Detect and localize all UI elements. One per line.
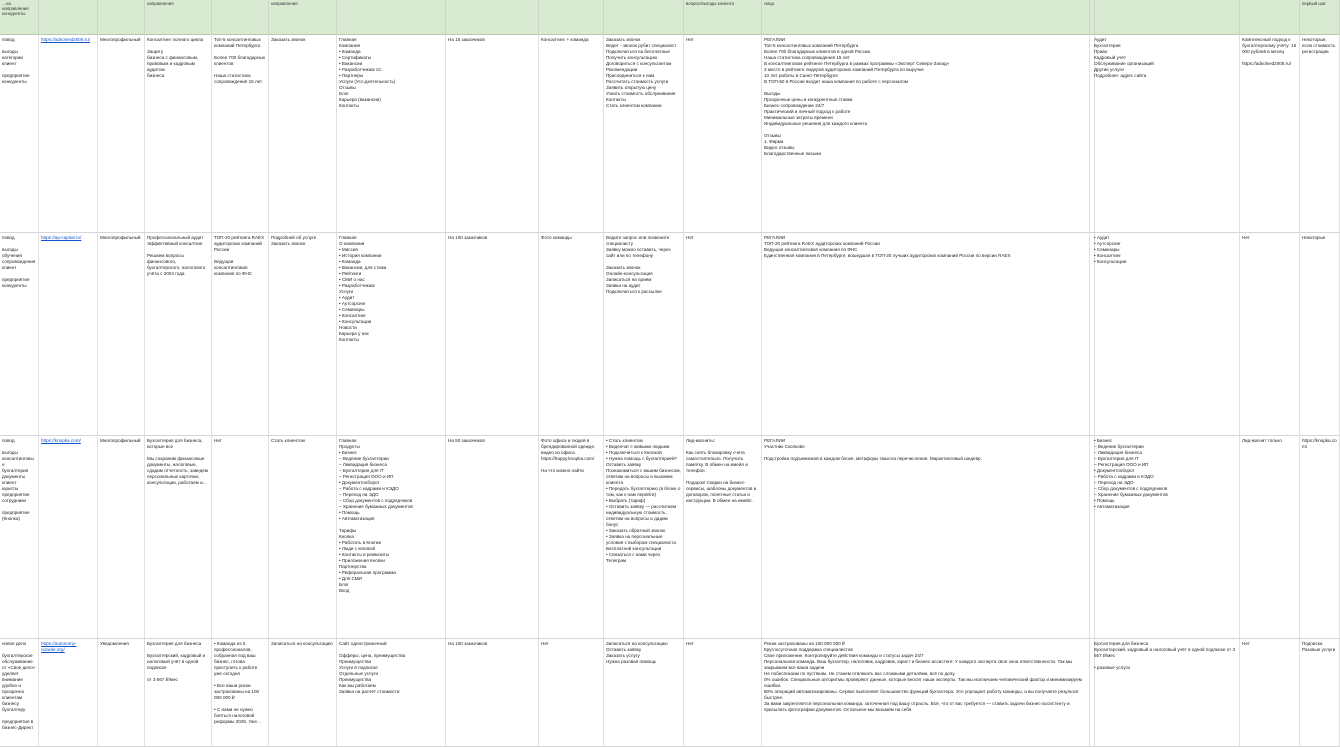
header-cell[interactable] [39,0,98,35]
table-cell[interactable]: Главная Компания • Команда • Сертификаты • Вакансии • Разработчикам 1С • Партнеры Услуги (Усл.деятельность) Отзывы Блог Карьера (вакансии) Контакты [337,35,446,232]
header-cell[interactable] [1240,0,1300,35]
table-cell[interactable]: Стать клиентом [269,436,337,638]
header-cell[interactable]: вопрос/выгоды клиента [684,0,762,35]
site-link-cell[interactable]: https://autonomy-nowide.org/ [39,639,98,746]
table-cell[interactable]: На 50 заказчиков [446,436,539,638]
table-cell[interactable]: • Команда из 5 профессионалов, собранная под ваш бизнес, готова приступить к работе уже сегодня • Все ваши риски застрахованы на 100 000 000 ₽ • С нами не нужно бояться налоговой реформы 2025. Уже… [212,639,269,746]
table-cell[interactable]: Нет [1240,639,1300,746]
table-cell[interactable]: Записаться на консультацию Оставить заявку Заказать услугу Нужна разовая помощь [604,639,684,746]
table-cell[interactable]: Главная Продукты • Бизнес – Ведение бухгалтерии – Ликвидация бизнеса – Бухгалтерия для IT – Регистрация ООО и ИП • Документооборот – Работа с кадрами и КЭДО – Переход на ЭДО – Сбор документов с подрядчиков – Хранение бумажных документов • Помощь • Автоматизация Тарифы Кнопка • Работать в Кнопке • Люди с кнопкой • Контакты и реквизиты • Приложения Кнопки Партнерства • Реферальная программа • Для СМИ Блог Вход [337,436,446,638]
header-cell[interactable] [446,0,539,35]
table-cell[interactable]: Многопрофильный [98,233,145,435]
header-cell[interactable] [98,0,145,35]
table-cell[interactable]: Консалтинг полного цикла Защиту бизнеса с финансовым, правовым и кадровым аудитом бизнеса [145,35,212,232]
header-cell[interactable] [337,0,446,35]
header-cell[interactable] [1092,0,1240,35]
table-cell[interactable]: Главная О компании • Миссия • История компании • Команда • Вакансии, для стажа • Рейтинги • СМИ о нас • Разработчикам Услуги • Аудит • Аутсорсинг • Семинары • Консалтинг • Консультации Новости Карьера у нас Контакты [337,233,446,435]
table-cell[interactable]: • Бизнес – Ведение бухгалтерии – Ликвидация бизнеса – Бухгалтерия для IT – Регистрация ООО и ИП • Документооборот – Работа с кадрами и КЭДО – Переход на ЭДО – Сбор документов с подрядчиков – Хранение бумажных документов • Помощь • Автоматизация [1092,436,1240,638]
table-cell[interactable]: Аудит Бухгалтерия Право Кадровый учёт Обслуживание организаций Другие услуги Подробнее: адрес сайта [1092,35,1240,232]
table-cell[interactable]: Риски застрахованы на 100 000 000 ₽ Круглосуточная поддержка специалистов Свое приложение. Контролируйте действия команды и статусы задач 24/7 Персональная команда. Ваш бухгалтер, налоговик, кадровик, юрист и бизнес-ассистент. У каждого эксперта своя зона ответственности. Так мы закрываем все ваши задачи Не побеспокоим по пустякам. Не станем отвлекать вас сложными деталями, всё по делу. 0% ошибок. Специальные алгоритмы проверяют данные, которые вносят наши эксперты. Так мы исключаем человеческий фактор и минимизируем ошибки. 80% операций автоматизированы. Сервис выполняет большинство функций бухгалтера. Это упрощает работу команды, а вы получаете результат быстрее. За вами закрепляется персональная команда, заточенная под вашу отрасль. Всё, что от вас требуется — ставить задачи бизнес-ассистенту и присылать фотографии документов. Остальное мы возьмём на себя. [762,639,1090,746]
header-cell[interactable]: лица [762,0,1090,35]
table-cell[interactable]: На 15 заказчиков [446,35,539,232]
header-row [0,0,1340,35]
table-cell[interactable]: https://knopka.com/ [1300,436,1340,638]
table-cell[interactable]: Нет [684,35,762,232]
site-link-cell[interactable]: https://ap-capital.ru/ [39,233,98,435]
table-cell[interactable]: Нет [212,436,269,638]
table-cell[interactable]: РЕГАЛИИ Топ-5 консалтинговых компаний Петербурга Более 700 благодарных клиентов в одной России Наша статистика сопровождения 15 лет В консалтинговом рейтинге Петербурга в рамках программы «Эксперт Северо-Запад» 3 место в рейтинге лидеров аудиторских компаний Петербурга по выручке 10 лет работы в Санкт-Петербурге В ТОП-50 в России входит наша компания по работе с персоналом Выгоды Прозрачные цены и конкурентные ставки Бизнес-сопровождение 24/7 Практический и личный подход к работе Минимальные затраты времени Индивидуальные решения для каждого клиента Отзывы 1. Фирма Видео отзывы Благодарственные письма [762,35,1090,232]
table-row [0,233,1340,436]
table-cell[interactable]: новое дело бухгалтерское обслуживание от «Свое дело» уделяет внимание удобно и прозрачно клиентам бизнесу бухгалтеру предприятие в бизнес-Директ [0,639,39,746]
site-link-cell[interactable]: https://knopka.com/ [39,436,98,638]
header-cell[interactable] [604,0,684,35]
table-cell[interactable]: повод выгоды консалтинговые бухгалтерия документы клиент юристы предприятие сотрудники предприятие (Кнопка) [0,436,39,638]
table-cell[interactable]: Комплексный подход к бухгалтерскому учёту: 15 000 рублей в месяц https://adsolved2006.ru/ [1240,35,1300,232]
table-cell[interactable]: Подписка Разовые услуги [1300,639,1340,746]
table-cell[interactable]: • Стать клиентом • Видеочат с живыми людьми • Подключиться к Кнопкой • Нужна помощь с бухгалтерией? Оставить заявку Познакомиться с вашим бизнесом, ответим на вопросы и вызовем клиента • Передать бухгалтерию (в блоке о том, как к нам перейти) • Выбрать (тариф) • Оставить заявку — рассчитаем индивидуальную стоимость, ответим на вопросы и дадим бонус • Заказать обратный звонок • Заявка на персональные условия с выбором специалиста Бесплатной консультации • Связаться с нами через Телеграм [604,436,684,638]
table-row [0,35,1340,233]
table-cell[interactable]: Фото команды [539,233,604,435]
table-cell[interactable]: Бухгалтерия для бизнеса Бухгалтерский, кадровый и налоговый учёт в одной подписке от 3 667 ₽/мес [145,639,212,746]
table-cell[interactable]: Лид-магнит только [1240,436,1300,638]
table-cell[interactable]: Профессиональный аудит Эффективный консалтинг Решаем вопросы финансового, бухгалтерского, налогового учёта с 2004 года [145,233,212,435]
header-cell[interactable]: …ка направления конкуренты [0,0,39,35]
table-row [0,639,1340,747]
table-cell[interactable]: РЕГАЛИИ ТОП-20 рейтинга RAEX аудиторских компаний России Ведущая консалтинговая компания по ФНС Единственная компания в Петербурге, вошедшая в ТОП-20 лучших аудиторских компаний России по версии RAEX [762,233,1090,435]
table-cell[interactable]: Подробней об услуге Заказать звонок [269,233,337,435]
table-cell[interactable]: ТОП-20 рейтинга RAEX аудиторских компаний России Ведущая консалтинговая компания по ФНС [212,233,269,435]
table-cell[interactable]: Многопрофильный [98,436,145,638]
table-cell[interactable]: Консалтинг + команда [539,35,604,232]
table-cell[interactable]: Сайт одностраничный Офферы, цена, преимущества Преимущества Услуги в подписке Отдельные услуги Преимущества Как мы работаем Заявка на расчёт стоимости [337,639,446,746]
table-cell[interactable]: Записаться на консультацию [269,639,337,746]
header-cell[interactable]: первый шаг [1300,0,1340,35]
table-cell[interactable]: Бухгалтерия для бизнеса, которые все Мы сохраним финансовые документы, налоговые, сдадим отчетность, заведем персональные карточки, консультации, работаем и… [145,436,212,638]
header-cell[interactable]: направления [269,0,337,35]
table-cell[interactable]: На 100 заказчиков [446,233,539,435]
table-cell[interactable]: Топ-5 консалтинговых компаний Петербурга Более 700 благодарных клиентов Наша статистика сопровождения 15 лет [212,35,269,232]
header-cell[interactable] [539,0,604,35]
table-cell[interactable]: На 100 заказчиков [446,639,539,746]
table-cell[interactable]: повод выгоды категории клиент предприятие конкуренты [0,35,39,232]
table-cell[interactable]: Ведите запрос или позвоните специалисту Заявку можно оставить, через сайт или по телефону Заказать звонок Онлайн-консультация Записаться на приём Заявка на аудит Подключиться к рассылке [604,233,684,435]
table-cell[interactable]: Нет [684,233,762,435]
table-cell[interactable]: Нет [1240,233,1300,435]
site-link-cell[interactable]: https://adsolved2006.ru/ [39,35,98,232]
table-cell[interactable]: РЕГАЛИИ Участник Сколково Подстройка подъемников в каждом блоке, метафоры смысла перечисления. Маркетинговый шедевр. [762,436,1090,638]
table-cell[interactable]: Фото офиса и людей в брендированной одежде, видео из офиса https://happy.knopka.com/ На что можно найти [539,436,604,638]
table-cell[interactable]: Некоторые [1300,233,1340,435]
table-cell[interactable]: Заказать звонок Ведет - звонок рубит специалист Подключиться на бесплатные Получить консультацию Договориться с консультантом Рекомендации Присоединиться к нам Рассчитать стоимость услуги Заявить открытую цену Узнать стоимость обслуживания Контакты Стать клиентом компании [604,35,684,232]
table-cell[interactable]: Бухгалтерия для бизнеса Бухгалтерский, кадровый и налоговый учёт в одной подписке от 3 667 ₽/мес • разовые услуги [1092,639,1240,746]
table-cell[interactable]: Уведомления [98,639,145,746]
table-cell[interactable]: Нет [539,639,604,746]
table-cell[interactable]: Лид-магниты: Как снять блокировку счета самостоятельно. Получить памятку. В обмен на имейл и телефон. Подарок! Скидки на бизнес-сервисы, шаблоны документов и договоров, понятные статьи и инструкции. В обмен на имейл. [684,436,762,638]
table-cell[interactable]: повод выгоды обучения сопровождения клиент предприятие конкуренты [0,233,39,435]
table-cell[interactable]: Некоторые, если стоимость регистрации [1300,35,1340,232]
table-cell[interactable]: Заказать звонок [269,35,337,232]
table-row [0,436,1340,639]
header-cell[interactable]: направления [145,0,212,35]
header-cell[interactable] [212,0,269,35]
table-cell[interactable]: Нет [684,639,762,746]
table-cell[interactable]: • Аудит • Аутсорсинг • Семинары • Консалтинг • Консультации [1092,233,1240,435]
table-cell[interactable]: Многопрофильный [98,35,145,232]
